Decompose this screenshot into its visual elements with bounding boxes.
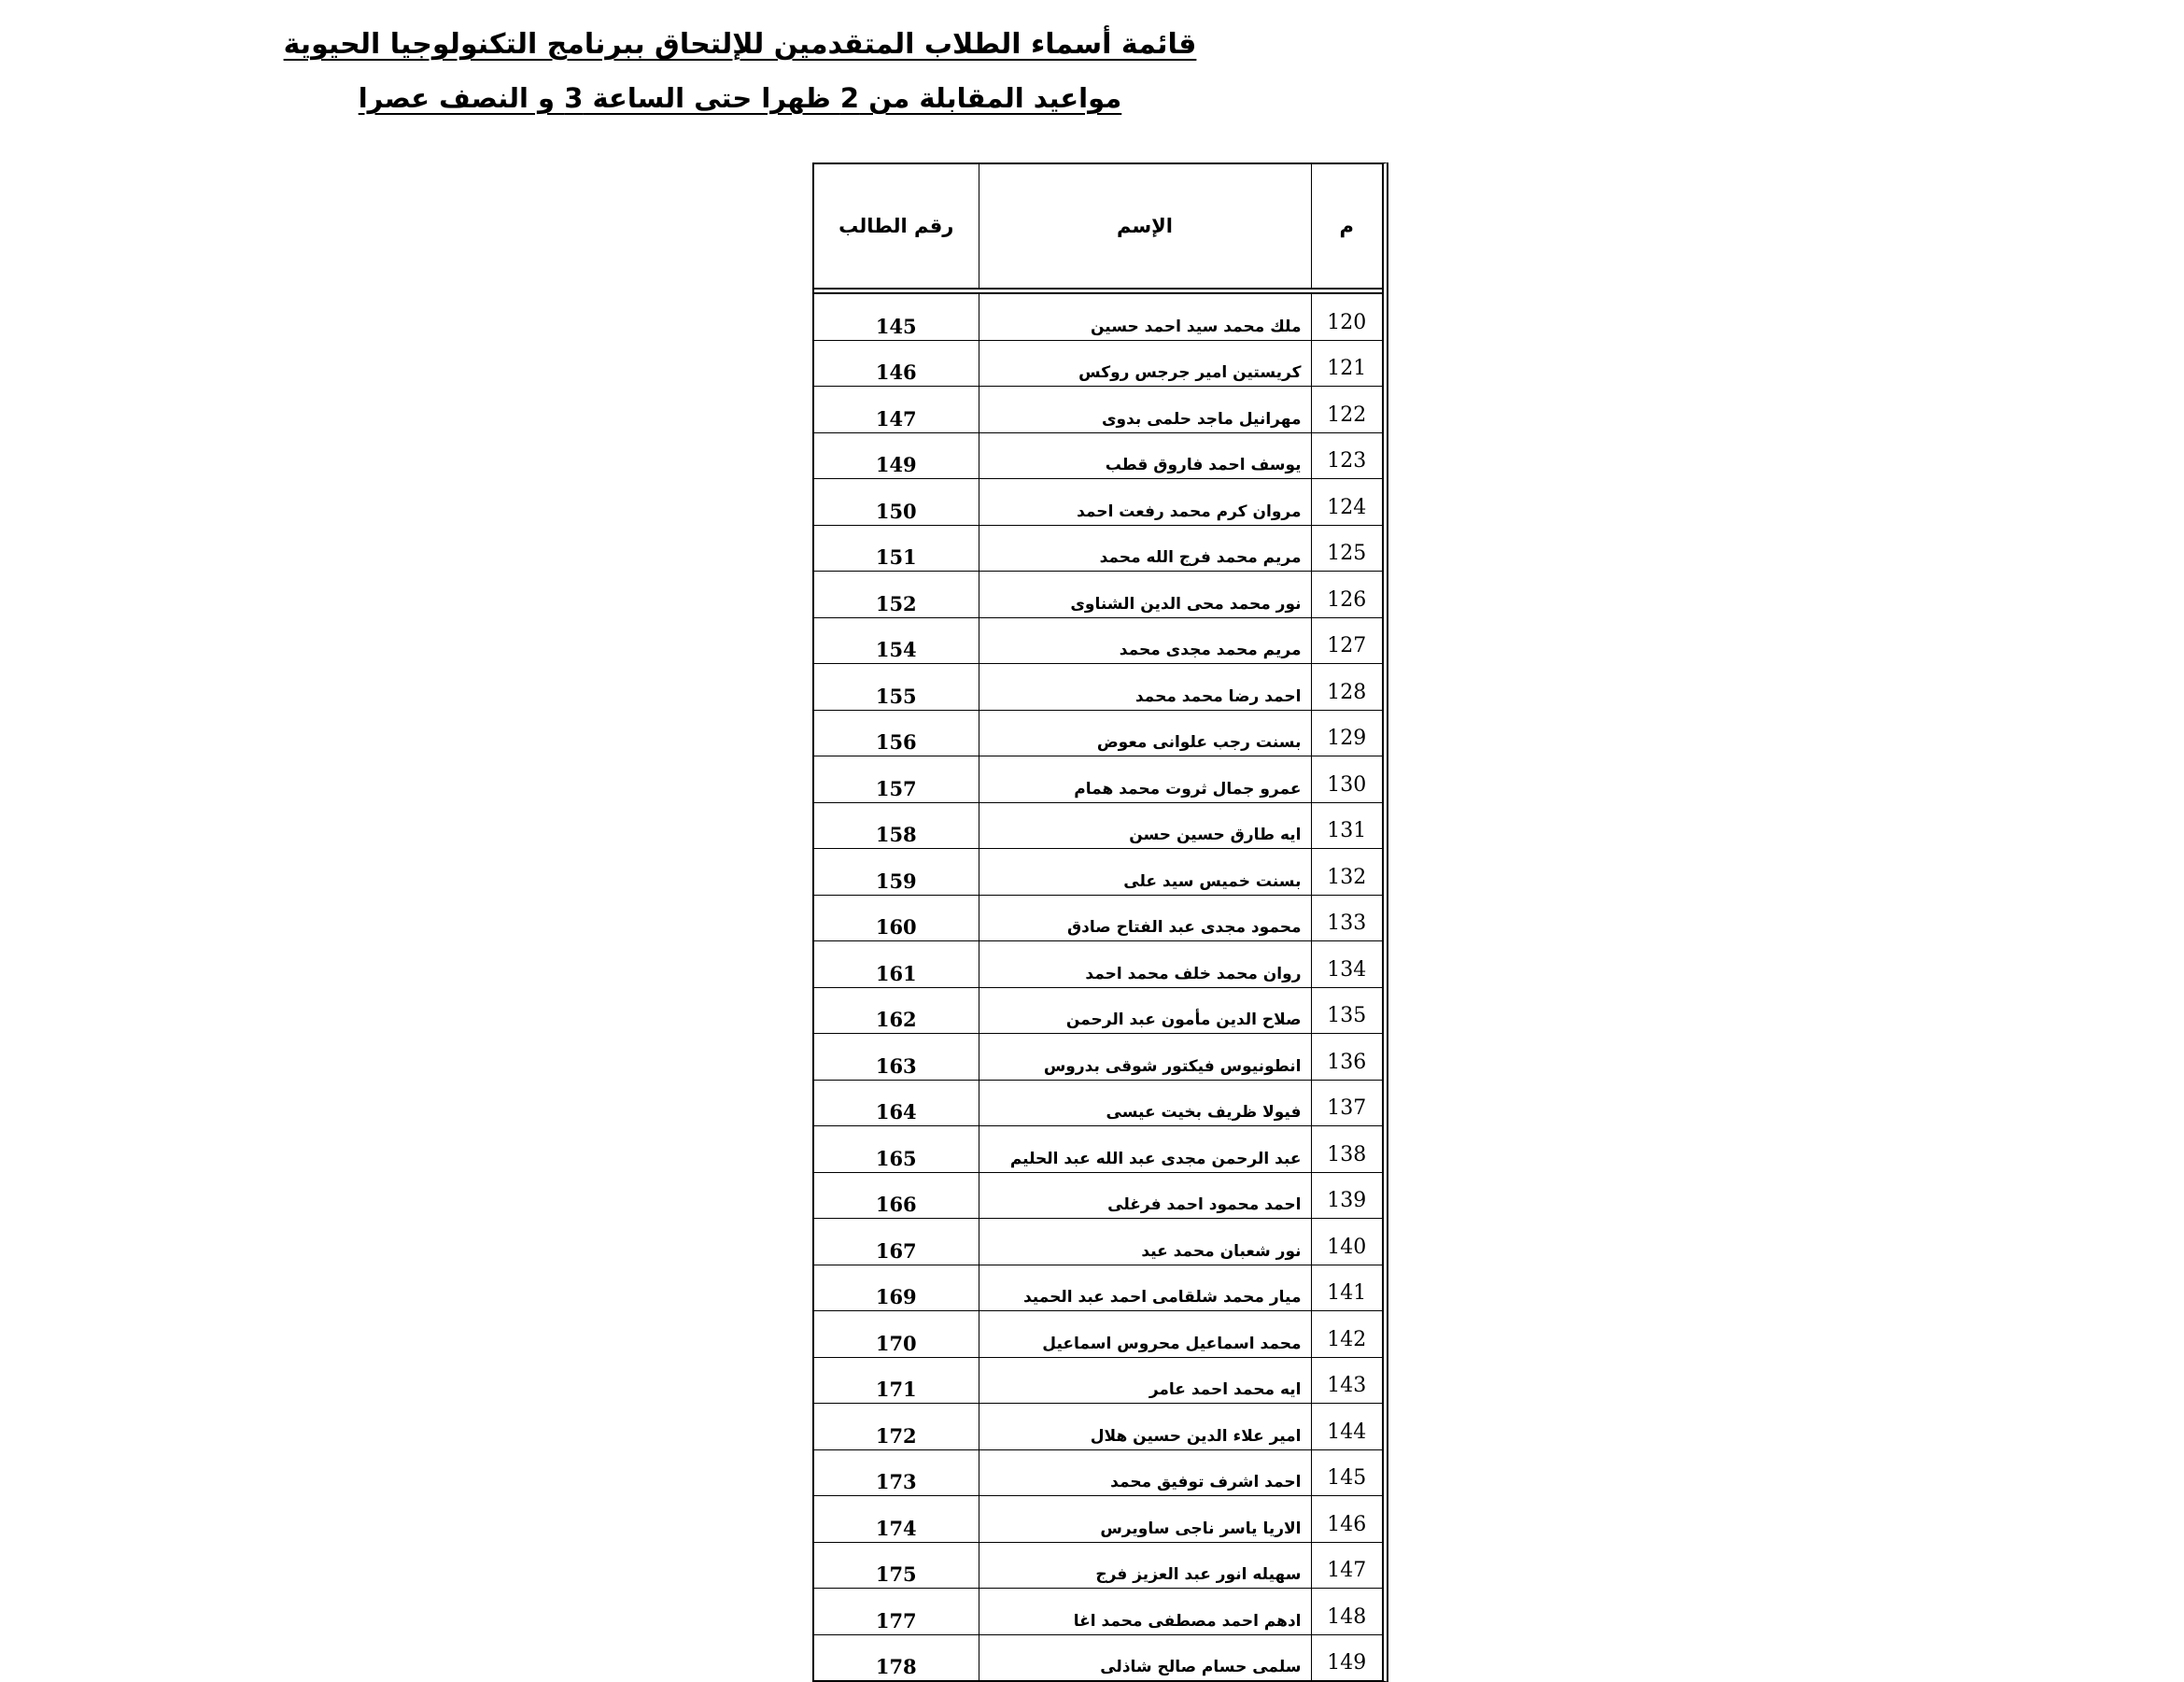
row-number: 120 bbox=[1311, 291, 1382, 341]
row-number: 122 bbox=[1311, 387, 1382, 433]
student-id: 162 bbox=[814, 987, 979, 1034]
students-table-frame bbox=[812, 163, 1388, 1682]
student-name: احمد اشرف توفيق محمد bbox=[979, 1449, 1311, 1496]
student-name: محمود مجدى عبد الفتاح صادق bbox=[979, 895, 1311, 941]
student-id: 174 bbox=[814, 1496, 979, 1543]
table-row bbox=[814, 895, 1382, 941]
row-number: 135 bbox=[1311, 987, 1382, 1034]
row-number: 138 bbox=[1311, 1126, 1382, 1173]
student-name: صلاح الدين مأمون عبد الرحمن bbox=[979, 987, 1311, 1034]
row-number: 121 bbox=[1311, 340, 1382, 387]
column-header-number: م bbox=[1311, 164, 1382, 291]
student-name: بسنت خميس سيد على bbox=[979, 849, 1311, 896]
student-id: 158 bbox=[814, 802, 979, 849]
table-row bbox=[814, 664, 1382, 711]
row-number: 130 bbox=[1311, 756, 1382, 803]
row-number: 137 bbox=[1311, 1080, 1382, 1126]
student-id: 161 bbox=[814, 941, 979, 988]
student-name: الاريا ياسر ناجى ساويرس bbox=[979, 1496, 1311, 1543]
table-row bbox=[814, 802, 1382, 849]
table-row bbox=[814, 710, 1382, 756]
table-row bbox=[814, 1357, 1382, 1404]
student-name: عبد الرحمن مجدى عبد الله عبد الحليم bbox=[979, 1126, 1311, 1173]
student-id: 165 bbox=[814, 1126, 979, 1173]
student-id: 177 bbox=[814, 1589, 979, 1635]
table-row bbox=[814, 849, 1382, 896]
table-row bbox=[814, 387, 1382, 433]
row-number: 136 bbox=[1311, 1034, 1382, 1081]
table-row bbox=[814, 340, 1382, 387]
row-number: 124 bbox=[1311, 479, 1382, 526]
table-row bbox=[814, 1589, 1382, 1635]
student-id: 178 bbox=[814, 1634, 979, 1680]
table-row bbox=[814, 941, 1382, 988]
student-name: محمد اسماعيل محروس اسماعيل bbox=[979, 1311, 1311, 1358]
row-number: 123 bbox=[1311, 432, 1382, 479]
table-row bbox=[814, 1034, 1382, 1081]
student-name: مريم محمد فرج الله محمد bbox=[979, 525, 1311, 572]
student-id: 173 bbox=[814, 1449, 979, 1496]
table-body bbox=[814, 291, 1382, 1681]
table-row bbox=[814, 1404, 1382, 1450]
row-number: 147 bbox=[1311, 1542, 1382, 1589]
row-number: 145 bbox=[1311, 1449, 1382, 1496]
student-id: 166 bbox=[814, 1172, 979, 1219]
student-id: 170 bbox=[814, 1311, 979, 1358]
student-id: 163 bbox=[814, 1034, 979, 1081]
row-number: 126 bbox=[1311, 572, 1382, 618]
student-name: ايه محمد احمد عامر bbox=[979, 1357, 1311, 1404]
student-name: سلمى حسام صالح شاذلى bbox=[979, 1634, 1311, 1680]
student-name: ادهم احمد مصطفى محمد اغا bbox=[979, 1589, 1311, 1635]
student-id: 160 bbox=[814, 895, 979, 941]
student-name: انطونيوس فيكتور شوقى بدروس bbox=[979, 1034, 1311, 1081]
row-number: 149 bbox=[1311, 1634, 1382, 1680]
student-id: 149 bbox=[814, 432, 979, 479]
table-row bbox=[814, 572, 1382, 618]
row-number: 144 bbox=[1311, 1404, 1382, 1450]
student-name: يوسف احمد فاروق قطب bbox=[979, 432, 1311, 479]
student-name: كريستين امير جرجس روكس bbox=[979, 340, 1311, 387]
document-subtitle: مواعيد المقابلة من 2 ظهرا حتى الساعة 3 و النصف عصرا bbox=[358, 82, 1122, 114]
student-name: روان محمد خلف محمد احمد bbox=[979, 941, 1311, 988]
student-name: نور شعبان محمد عيد bbox=[979, 1219, 1311, 1265]
student-id: 164 bbox=[814, 1080, 979, 1126]
table-row bbox=[814, 1080, 1382, 1126]
table-row bbox=[814, 1219, 1382, 1265]
student-id: 146 bbox=[814, 340, 979, 387]
table-row bbox=[814, 756, 1382, 803]
table-row bbox=[814, 291, 1382, 341]
student-id: 175 bbox=[814, 1542, 979, 1589]
student-name: احمد محمود احمد فرغلى bbox=[979, 1172, 1311, 1219]
table-row bbox=[814, 1496, 1382, 1543]
student-id: 167 bbox=[814, 1219, 979, 1265]
student-name: مروان كرم محمد رفعت احمد bbox=[979, 479, 1311, 526]
row-number: 127 bbox=[1311, 617, 1382, 664]
column-header-student-id: رقم الطالب bbox=[814, 164, 979, 291]
table-row bbox=[814, 1172, 1382, 1219]
table-row bbox=[814, 1542, 1382, 1589]
student-name: عمرو جمال ثروت محمد همام bbox=[979, 756, 1311, 803]
row-number: 128 bbox=[1311, 664, 1382, 711]
table-row bbox=[814, 1634, 1382, 1680]
student-name: ميار محمد شلقامى احمد عبد الحميد bbox=[979, 1265, 1311, 1311]
row-number: 142 bbox=[1311, 1311, 1382, 1358]
row-number: 129 bbox=[1311, 710, 1382, 756]
row-number: 148 bbox=[1311, 1589, 1382, 1635]
student-id: 171 bbox=[814, 1357, 979, 1404]
student-id: 169 bbox=[814, 1265, 979, 1311]
table-header bbox=[814, 164, 1382, 291]
student-id: 157 bbox=[814, 756, 979, 803]
student-id: 152 bbox=[814, 572, 979, 618]
table-header-row bbox=[814, 164, 1382, 291]
row-number: 140 bbox=[1311, 1219, 1382, 1265]
student-id: 145 bbox=[875, 314, 917, 338]
table-row bbox=[814, 617, 1382, 664]
student-name: فيولا ظريف بخيت عيسى bbox=[979, 1080, 1311, 1126]
row-number: 131 bbox=[1311, 802, 1382, 849]
student-id: 151 bbox=[814, 525, 979, 572]
student-name: مهرانيل ماجد حلمى بدوى bbox=[979, 387, 1311, 433]
table-row bbox=[814, 1449, 1382, 1496]
row-number: 146 bbox=[1311, 1496, 1382, 1543]
student-name: ايه طارق حسين حسن bbox=[979, 802, 1311, 849]
row-number: 134 bbox=[1311, 941, 1382, 988]
student-id: 154 bbox=[814, 617, 979, 664]
row-number: 125 bbox=[1311, 525, 1382, 572]
row-number: 133 bbox=[1311, 895, 1382, 941]
table-row bbox=[814, 525, 1382, 572]
row-number: 141 bbox=[1311, 1265, 1382, 1311]
student-name: نور محمد محى الدين الشناوى bbox=[979, 572, 1311, 618]
student-name: احمد رضا محمد محمد bbox=[979, 664, 1311, 711]
table-row bbox=[814, 479, 1382, 526]
table-row bbox=[814, 1265, 1382, 1311]
student-id: 155 bbox=[814, 664, 979, 711]
student-name: مريم محمد مجدى محمد bbox=[979, 617, 1311, 664]
column-header-name: الإسم bbox=[979, 164, 1311, 291]
student-name: امير علاء الدين حسين هلال bbox=[979, 1404, 1311, 1450]
table-row bbox=[814, 1126, 1382, 1173]
row-number: 132 bbox=[1311, 849, 1382, 896]
student-name: بسنت رجب علوانى معوض bbox=[979, 710, 1311, 756]
student-name: ملك محمد سيد احمد حسين bbox=[979, 291, 1311, 341]
student-id: 156 bbox=[814, 710, 979, 756]
student-name: سهيله انور عبد العزيز فرج bbox=[979, 1542, 1311, 1589]
document-title: قائمة أسماء الطلاب المتقدمين للإلتحاق ببرنامج التكنولوجيا الحيوية bbox=[283, 28, 1197, 61]
student-id: 147 bbox=[814, 387, 979, 433]
table-row bbox=[814, 1311, 1382, 1358]
table-row bbox=[814, 987, 1382, 1034]
row-number: 139 bbox=[1311, 1172, 1382, 1219]
students-table bbox=[814, 164, 1382, 1680]
student-id: 150 bbox=[814, 479, 979, 526]
row-number: 143 bbox=[1311, 1357, 1382, 1404]
student-id: 159 bbox=[814, 849, 979, 896]
table-row bbox=[814, 432, 1382, 479]
student-id: 172 bbox=[814, 1404, 979, 1450]
